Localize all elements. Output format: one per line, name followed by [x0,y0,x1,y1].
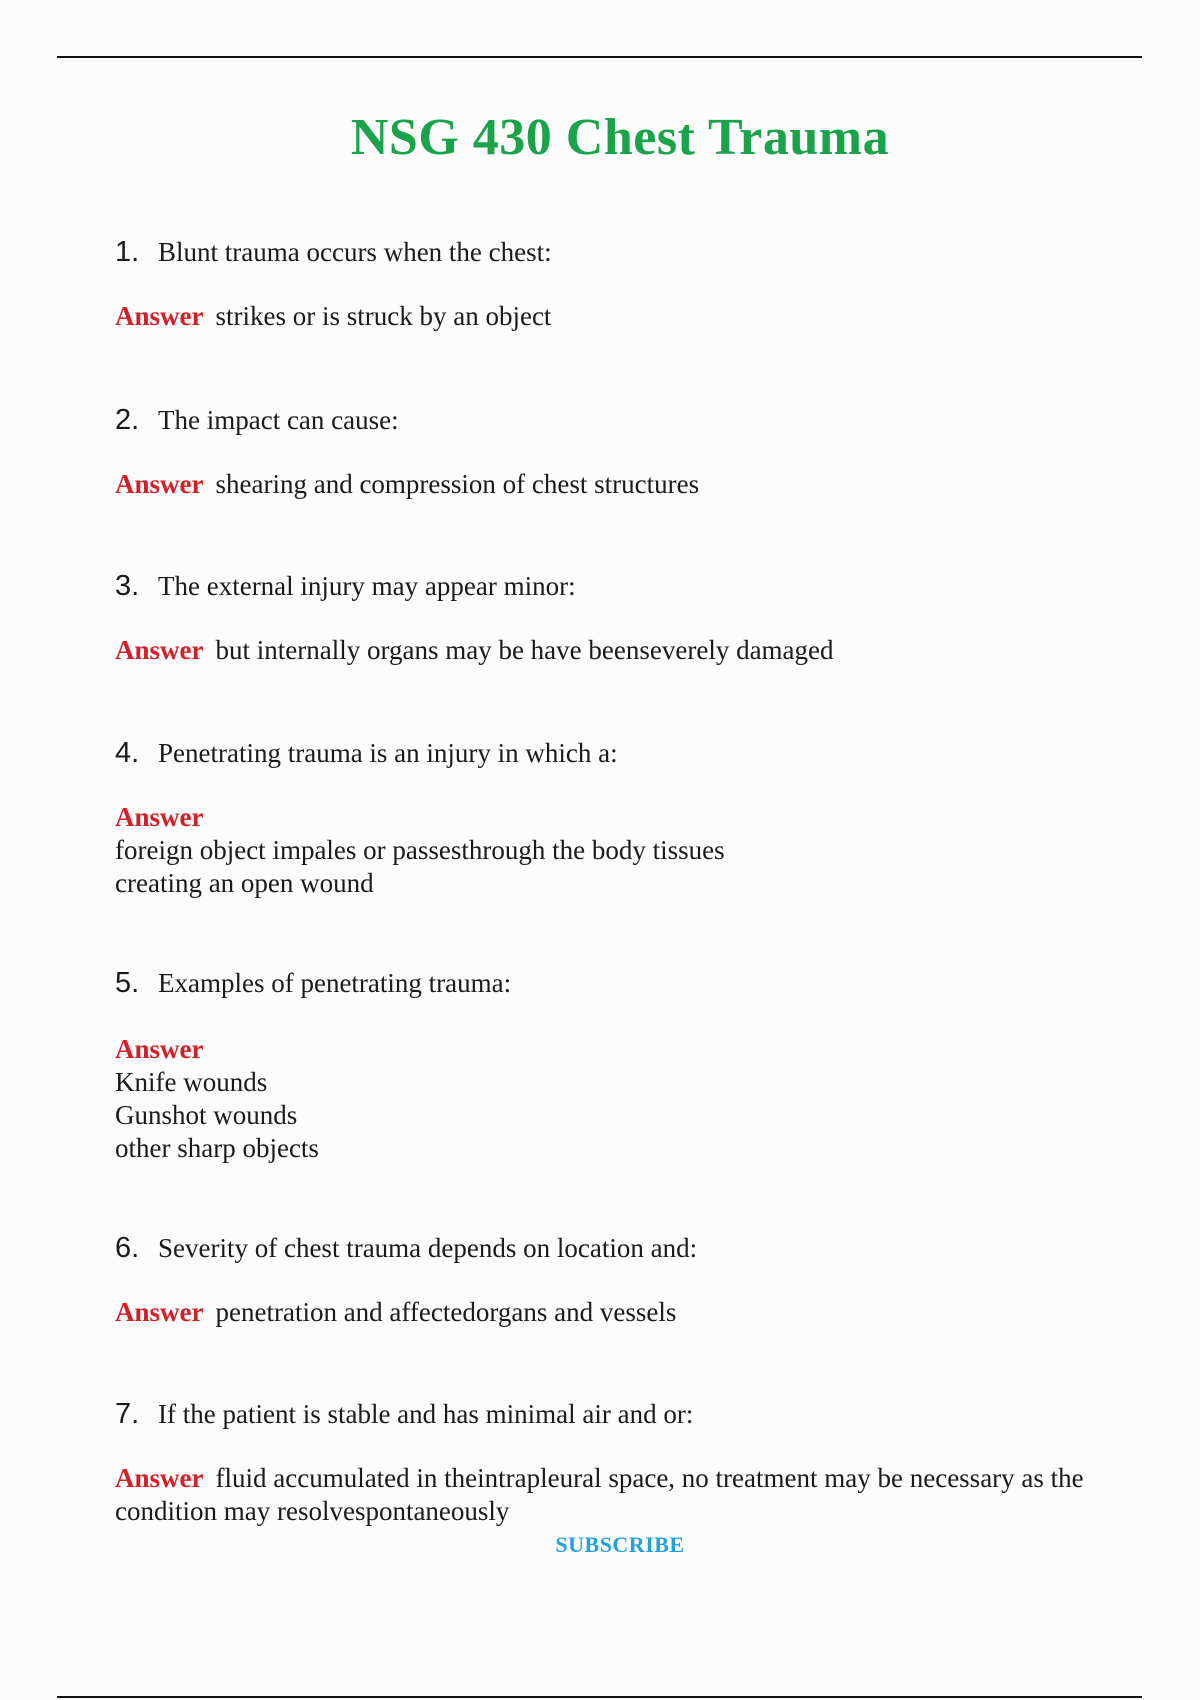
question-text: If the patient is stable and has minimal air and or: [158,1399,694,1429]
question-6 [115,1232,697,1265]
answer-line: condition may resolvespontaneously [115,1496,510,1526]
question-number: 1. [115,236,140,268]
question-text: Examples of penetrating trauma: [158,968,512,998]
answer-line: Gunshot wounds [115,1100,298,1130]
top-rule [57,56,1142,58]
question-5 [115,967,511,1000]
question-number: 4. [115,737,140,769]
answer-text: shearing and compression of chest structures [215,469,700,499]
question-1 [115,236,552,269]
question-3 [115,570,576,603]
question-number: 5. [115,967,140,999]
question-7 [115,1398,693,1431]
answer-2 [115,468,1135,501]
answer-text: fluid accumulated in theintrapleural space, no treatment may be necessary as the [215,1463,1084,1493]
bottom-rule [57,1696,1142,1698]
answer-label: Answer [115,635,204,665]
answer-label: Answer [115,802,204,832]
answer-line: creating an open wound [115,868,374,898]
question-number: 7. [115,1398,140,1430]
subscribe-link[interactable]: SUBSCRIBE [555,1532,685,1557]
answer-3 [115,634,1135,667]
answer-6 [115,1296,1135,1329]
answer-5 [115,1033,1135,1165]
question-text: The external injury may appear minor: [158,571,576,601]
answer-4 [115,801,1135,900]
answer-label: Answer [115,469,204,499]
answer-line: Knife wounds [115,1067,268,1097]
answer-line: foreign object impales or passesthrough the body tissues [115,835,725,865]
answer-label: Answer [115,1297,204,1327]
question-text: Blunt trauma occurs when the chest: [158,237,552,267]
question-text: Penetrating trauma is an injury in which a: [158,738,618,768]
answer-7 [115,1462,1135,1528]
answer-text: penetration and affectedorgans and vessels [215,1297,677,1327]
document-title: NSG 430 Chest Trauma [350,109,890,166]
answer-1 [115,300,1135,333]
question-number: 2. [115,404,140,436]
answer-label: Answer [115,301,204,331]
question-number: 3. [115,570,140,602]
question-2 [115,404,399,437]
answer-label: Answer [115,1463,204,1493]
question-4 [115,737,618,770]
question-text: Severity of chest trauma depends on location and: [158,1233,698,1263]
answer-label: Answer [115,1034,204,1064]
question-text: The impact can cause: [158,405,399,435]
answer-line: other sharp objects [115,1133,319,1163]
answer-text: but internally organs may be have beenseverely damaged [215,635,834,665]
question-number: 6. [115,1232,140,1264]
answer-text: strikes or is struck by an object [215,301,552,331]
